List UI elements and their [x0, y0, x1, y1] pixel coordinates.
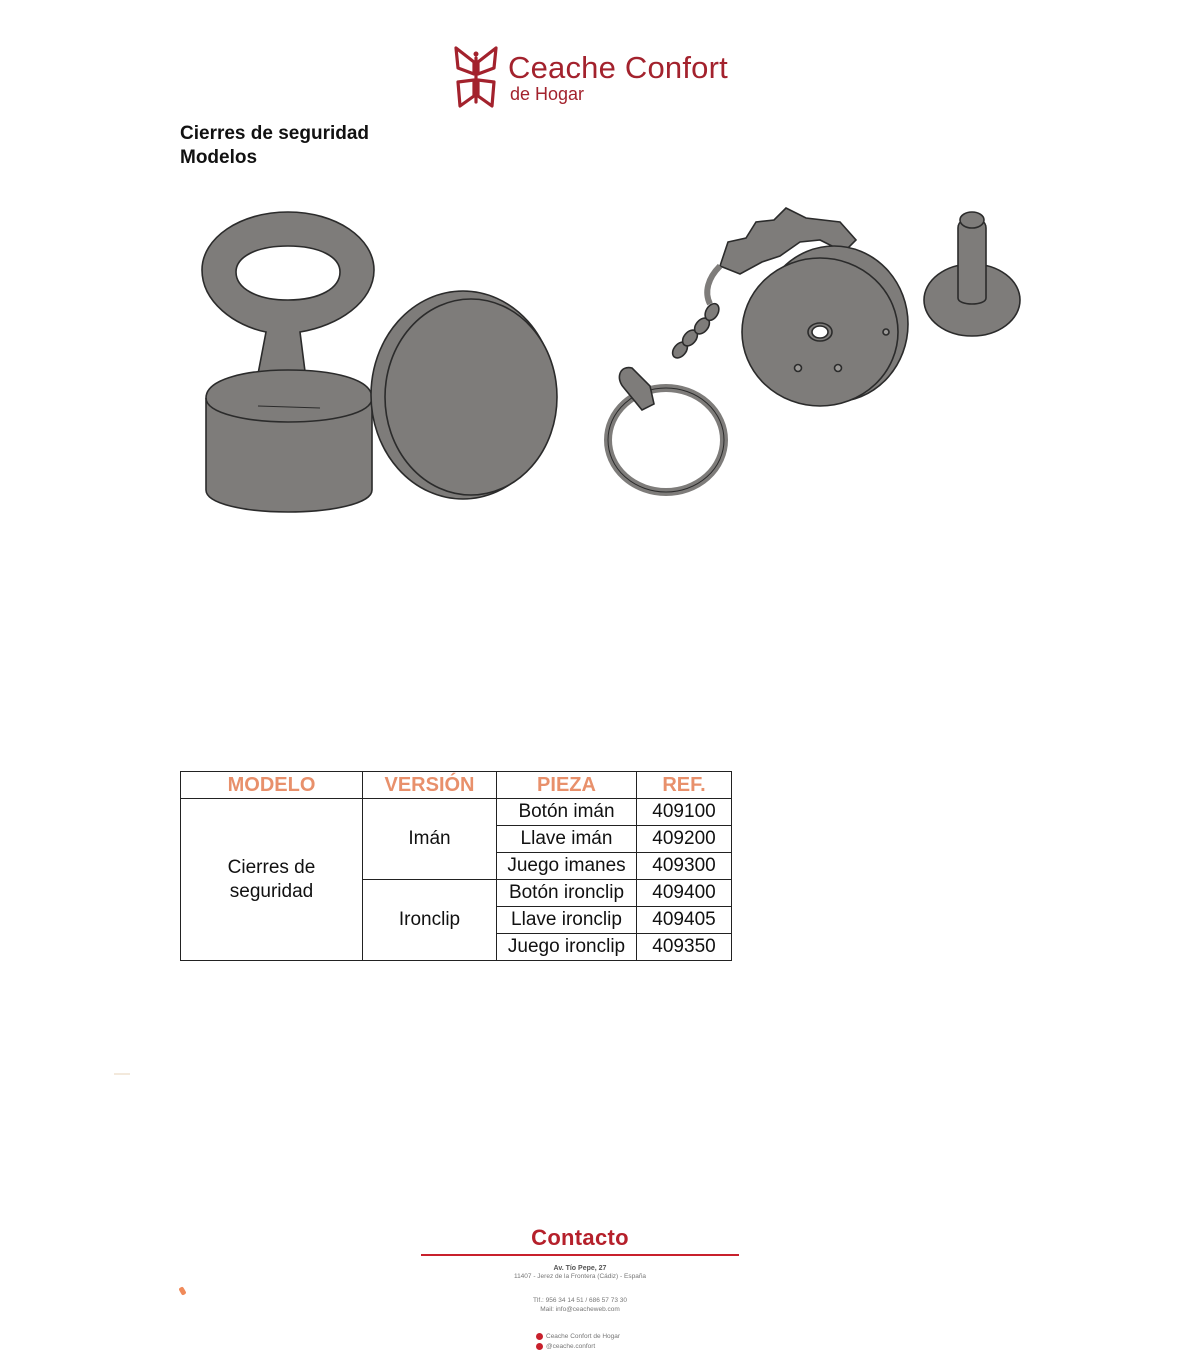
- reference-table: [180, 771, 732, 961]
- header-version: VERSIÓN: [363, 772, 497, 799]
- contact-title: Contacto: [531, 1225, 629, 1250]
- social-links: [536, 1333, 740, 1350]
- butterfly-logo-icon: [450, 44, 502, 114]
- header-ref: REF.: [637, 772, 732, 799]
- ironclip-button-icon: [924, 212, 1020, 336]
- keyring-ironclip-icon: [608, 208, 908, 492]
- address-line-2: 11407 - Jerez de la Frontera (Cádiz) - España: [513, 1273, 647, 1280]
- cell-pieza: Llave ironclip: [497, 907, 637, 934]
- contact-divider: [421, 1254, 739, 1256]
- cell-ref: 409200: [637, 826, 732, 853]
- brand-logo: [450, 44, 750, 114]
- brand-subtitle: de Hogar: [510, 84, 585, 104]
- cell-pieza: Juego imanes: [497, 853, 637, 880]
- cell-modelo: Cierres de seguridad: [181, 799, 363, 961]
- cell-pieza: Botón ironclip: [497, 880, 637, 907]
- mail-link[interactable]: Mail: info@ceacheweb.com: [540, 1306, 620, 1313]
- stray-mark: [178, 1286, 186, 1295]
- phone-text: Tlf.: 956 34 14 51 / 686 57 73 30: [533, 1297, 627, 1304]
- cell-version-iman: Imán: [363, 799, 497, 880]
- cell-ref: 409100: [637, 799, 732, 826]
- facebook-icon: [536, 1333, 543, 1340]
- social-facebook[interactable]: [536, 1333, 740, 1340]
- cell-pieza: Llave imán: [497, 826, 637, 853]
- cell-pieza: Juego ironclip: [497, 934, 637, 961]
- cell-ref: 409300: [637, 853, 732, 880]
- header-pieza: PIEZA: [497, 772, 637, 799]
- cell-ref: 409400: [637, 880, 732, 907]
- page-subtitle: Modelos: [180, 147, 258, 168]
- social-instagram[interactable]: [536, 1343, 740, 1350]
- key-fob-magnet-icon: [202, 212, 374, 512]
- products-illustration: [180, 200, 1040, 520]
- address-line-1: Av. Tío Pepe, 27: [553, 1265, 607, 1272]
- table-header-row: [181, 772, 732, 799]
- cell-pieza: Botón imán: [497, 799, 637, 826]
- table-row: [181, 799, 732, 826]
- contact-footer: [420, 1225, 740, 1353]
- instagram-icon: [536, 1343, 543, 1350]
- cell-ref: 409350: [637, 934, 732, 961]
- cell-version-ironclip: Ironclip: [363, 880, 497, 961]
- cell-ref: 409405: [637, 907, 732, 934]
- stray-mark: [114, 1073, 130, 1075]
- brand-name: Ceache Confort: [508, 50, 728, 85]
- social-label: @ceache.confort: [546, 1343, 596, 1350]
- header-modelo: MODELO: [181, 772, 363, 799]
- round-magnet-button-icon: [371, 291, 557, 499]
- social-label: Ceache Confort de Hogar: [546, 1333, 621, 1340]
- page-title: Cierres de seguridad: [180, 123, 370, 144]
